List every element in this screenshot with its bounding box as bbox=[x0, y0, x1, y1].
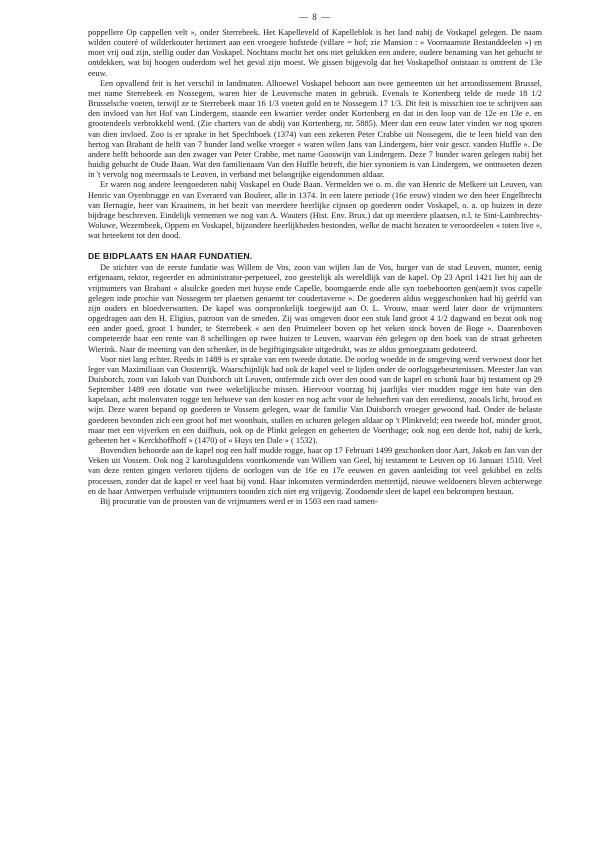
section-bidplaats bbox=[88, 251, 542, 507]
section-intro bbox=[88, 28, 542, 241]
page-number: — 8 — bbox=[299, 12, 331, 22]
paragraph: Bovendien behoorde aan de kapel nog een half mudde rogge, haar op 17 Februari 1499 geschonken door Aart, Jakob en Jan van der Veken uit Vossem. Ook nog 2 karolusguldens voortkomende van Willem van Geel, bij testament te Leuven op 16 Januari 1510. Veel van deze renten gingen verloren tijdens de oorlogen van de 16e en 17e eeuwen en gaven aanleiding tot veel gekibbel en zelfs processen, zonder dat de kapel er veel baat bij vond. Haar inkomsten verminderden mettertijd, nieuwe weldoeners bleven achterwege en de haar Antwerpen verhuisde vrijmunters toonden zich niet erg vrijgevig. Zoodoende sleet de kapel een bekrompen bestaan. bbox=[88, 446, 542, 496]
paragraph: Bij procuratie van de proosten van de vrijmunters werd er in 1503 een raad samen- bbox=[100, 496, 378, 506]
paragraph: Er waren nog andere leengoederen nabij Voskapel en Oude Baan. Vermelden we o. m. die van Henric de Melkere uit Leuven, van Henric van Oyenbrugge en van Everaerd van Bouleer, alle in 1374. In een latere periode (16e eeuw) vinden we den heer Engelbrecht van Bernagie, heer van Kraainem, in het bezit van meerdere heerlijke cijnsen op goederen onder Voskapel, o. a. op huizen in deze bijdrage beschreven. Eindelijk vernemen we nog van A. Wauters (Hist. Env. Brux.) dat op meerdere plaatsen, n.l. te Sint-Lambrechts-Woluwe, Wezembeek, Oppem en Voskapel, bijzondere heerlijkheden bestonden, welke de macht bezaten te veroordeelen « toten live », wat beteekent tot den dood. bbox=[88, 180, 542, 241]
paragraph: Een opvallend feit is het verschil in landmaten. Alhoewel Voskapel behoort aan twee gemeenten uit het arrondissement Brussel, met name Sterrebeek en Nossegem, waren hier de Leuvensche maten in gebruik. Evenals te Kortenberg telde de roede 18 1/2 Brusselsche voeten, terwijl ze te Sterrebeek maar 16 1/3 voeten gold en te Nossegem 17 1/3. Dit feit is misschien toe te schrijven aan den invloed van het Hof van Lindergem, staande een kwartier verder onder Kortenberg en dat in den loop van de 12e en 13e e. en grootendeels verbrokkeld werd. (Zie charters van de abdij van Kortenberg, nr. 5885). Meer dan een eeuw later vinden we nog sporen van dien invloed. Zoo is er sprake in het Spechtboek (1374) van een zekeren Peter Crabbe uit Nossegem, die te leen hield van den hertog van Brabant de helft van 7 bunder land welke vroeger « waren wilen Jans van Lindergem, hier voir gescr. vanden Huffle ». De andere helft behoorde aan den zwager van Peter Crabbe, met name Gooswijn van Lindergem. Deze 7 bunder waren gelegen nabij het huidig gehucht de Oude Baan. Wat den familienaam Van den Huffle betreft, die hier synoniem is van Lindergem, we ontmoeten dezen in 't vervolg nog meermaals te Leuven, in verband met belangrijke eigendommen aldaar. bbox=[88, 78, 542, 180]
paragraph: Voor niet lang echter. Reeds in 1489 is er sprake van een tweede dotatie. De oorlog woedde in de omgeving werd verwoest door het leger van Maximiliaan van Oostenrijk. Waarschijnlijk had ook de kapel veel te lijden onder de oorlogsgebeurtenissen. Meester Jan van Duisborch, zoon van Jakob van Duisborch uit Leuven, ontfermde zich over den nood van de kapel en schonk haar bij testament op 29 September 1489 een dotatie van twee wekelijksche missen. Hiervoor voorzag hij jaarlijks vier mudden rogge ten bate van den kapelaan, acht molenvaten rogge ten behoeve van den koster en nog acht voor de behoeften van den eeredienst, zooals licht, brood en wijn. Deze waren bepand op goederen te Vossem gelegen, waar de familie Van Duisborch vroeger gewoond had. Onder de belaste goederen bevonden zich een groot hof met woonhuis, stallen en schuren gelegen aldaar op 't Plinktveld; een tweede hof, minder groot, maar met een vijverken en een duifhuis, ook op de Plinkt gelegen en geheeten de Voerthage; ook nog een derde hof, nabij de kerk, geheeten het « Kerckhoffhoff » (1470) of « Huys ten Dale » ( 1532). bbox=[88, 354, 542, 445]
section-heading: DE BIDPLAATS EN HAAR FUNDATIEN. bbox=[88, 251, 253, 262]
paragraph: De stichter van de eerste fundatie was Willem de Vos, zoon van wijlen Jan de Vos, burger van de stad Leuven, munter, eenig erfgenaam, rektor, regeerder en administrator-perpetueel, zoo geestelijk als wereldlijk van de kapel. Op 23 April 1421 liet hij aan de vrijmunters van Brabant « alsulcke goeden met huyse ende Capelle, boomgaerde ende alle syn toebehoorten gen(aem)t svos capelle gelegen inde prochie van Nossegem ter plaetsen genaemt ter coudertaverne ». De goederen aldus weggeschonken had hij geërfd van zijn ouders en bloedverwanten. De kapel was oorspronkelijk toegewijd aan O. L. Vrouw, maar werd later door de vrijmunters opgedragen aan den H. Eligius, patroon van de smeden. Zij was omgeven door een stuk land groot 4 1/2 dagwand en bezat ook nog een ander goed, groot 1 bunder, te Sterrebeek « aen den Pruimeleer boven op het veken stock boven de Boge ». Daarenboven competeerde haar een rente van 8 schellingen op twee huizen te Leuven, waarvan één gelegen op den hoek van de straat geheeten Wierink. Naar de meening van den schenker, in de begiftigingsakte uitgedrukt, was ze aldus genoegzaam gedoteerd. bbox=[88, 263, 542, 354]
paragraph: poppellere Op cappellen velt », onder Sterrebeek. Het Kapelleveld of Kapelleblok is het land nabij de Voskapel gelegen. De naam wilden couteré of wilderkouter herinnert aan een vroegere hofstede (villare = hof; zie Mansion : « Voornaamste Bestanddeelen ») en moet vrij oud zijn, stellig ouder dan Voskapel. Nochtans mocht het ons niet gelukken een andere, oudere benaming van het gehucht te ontdekken, wat bij hoogen ouderdom wel het geval zijn moest. We gissen bijgevolg dat het Voskapelhof ontstaan is omtrent de 13e eeuw. bbox=[88, 28, 542, 78]
